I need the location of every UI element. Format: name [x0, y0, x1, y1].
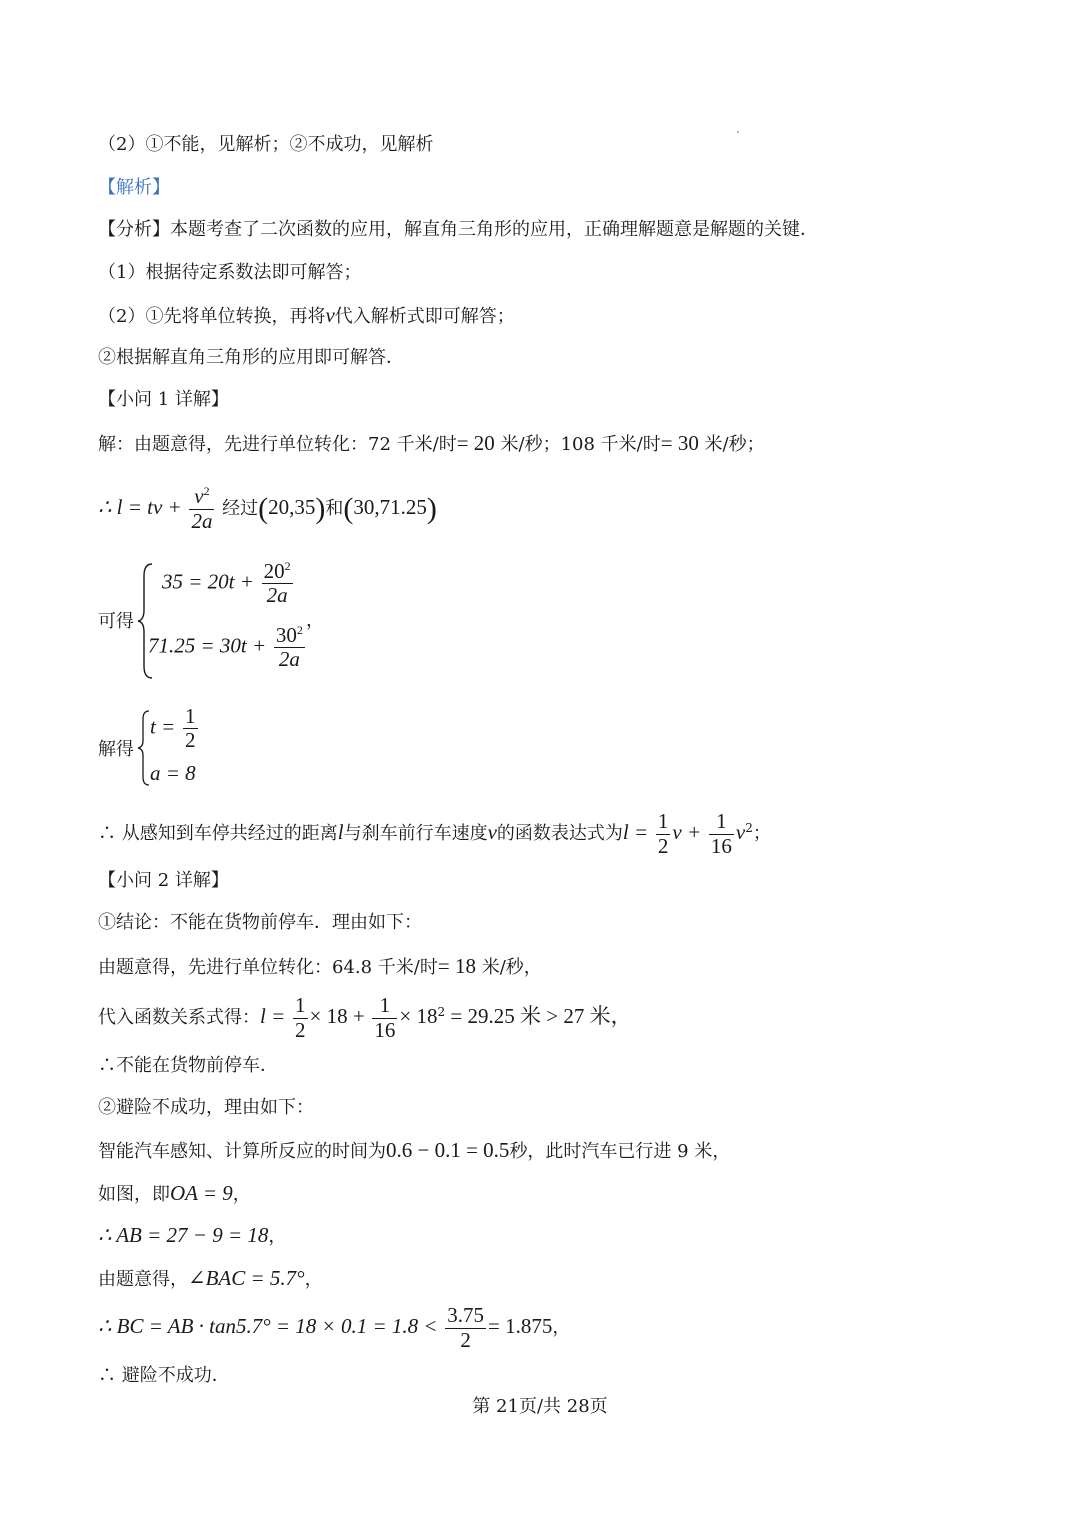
function-expression: ∴ 从感知到车停共经过的距离l与刹车前行车速度v的函数表达式为l = $\frac{1}{2}$ v + $\frac{1}{16}$ $v^2$； — [98, 809, 771, 858]
page-footer: 第 21页/共 28页 — [472, 1396, 608, 1417]
reaction-time: 智能汽车感知、计算所反应的时间为0.6 − 0.1 = 0.5秒，此时汽车已行进 9 米， — [98, 1138, 731, 1162]
substitution-line: 代入函数关系式得：l = $\frac{1}{2}$ × 18 + $\frac{1}{16}$ × $18^2 = 29.25$ 米 > 27 米， — [98, 993, 632, 1042]
equation-system-1: 可得 35 = 20t + $\frac{20^2}{2a}$ 71.25 = 30t + $\frac{30^2}{2a}$ ， — [98, 560, 498, 690]
cannot-stop: ∴不能在货物前停车． — [98, 1055, 278, 1076]
subq2-heading: 【小问 2 详解】 — [98, 870, 229, 891]
formula-line: ∴ l = tv + $\frac{v^2}{2a}$ 经过(20,35)和(30,71.25) — [98, 484, 437, 533]
method-1: （1）根据待定系数法即可解答； — [98, 262, 362, 283]
stray-mark — [737, 131, 739, 133]
fraction-v2-2a: $\frac{v^2}{2a}$ — [191, 484, 213, 533]
method-3: ②根据解直角三角形的应用即可解答． — [98, 347, 404, 368]
subq1-heading: 【小问 1 详解】 — [98, 389, 229, 410]
answer-part2: （2）①不能，见解析；②不成功，见解析 — [98, 134, 434, 155]
conclusion-2: ②避险不成功，理由如下： — [98, 1097, 314, 1118]
ab-line: ∴ AB = 27 − 9 = 18， — [98, 1223, 287, 1247]
final-conclusion: ∴ 避险不成功． — [98, 1365, 230, 1386]
solution-t: t = $\frac{1}{2}$ — [150, 704, 196, 753]
unit-conversion-2: 由题意得，先进行单位转化：64.8 千米/时= 18 米/秒， — [98, 954, 542, 978]
equation-2: 71.25 = 30t + $\frac{30^2}{2a}$ — [148, 623, 303, 672]
conclusion-1: ①结论：不能在货物前停车．理由如下： — [98, 912, 422, 933]
oa-line: 如图，即OA = 9， — [98, 1181, 251, 1205]
equation-system-2: 解得 t = $\frac{1}{2}$ a = 8 — [98, 705, 298, 790]
method-2: （2）①先将单位转换，再将v代入解析式即可解答； — [98, 303, 515, 327]
bc-line: ∴ BC = AB · tan5.7° = 18 × 0.1 = 1.8 < $\frac{3.75}{2}$ = 1.875， — [98, 1303, 571, 1352]
jiexi-heading: 【解析】 — [98, 177, 170, 198]
unit-conversion-1: 解：由题意得，先进行单位转化：72 千米/时= 20 米/秒；108 千米/时= 30 米/秒； — [98, 431, 765, 455]
analysis-text: 【分析】本题考查了二次函数的应用，解直角三角形的应用，正确理解题意是解题的关键． — [98, 219, 818, 240]
equation-1: 35 = 20t + $\frac{20^2}{2a}$ — [162, 559, 291, 608]
angle-line: 由题意得，∠BAC = 5.7°， — [98, 1266, 323, 1290]
solution-a: a = 8 — [150, 761, 196, 785]
